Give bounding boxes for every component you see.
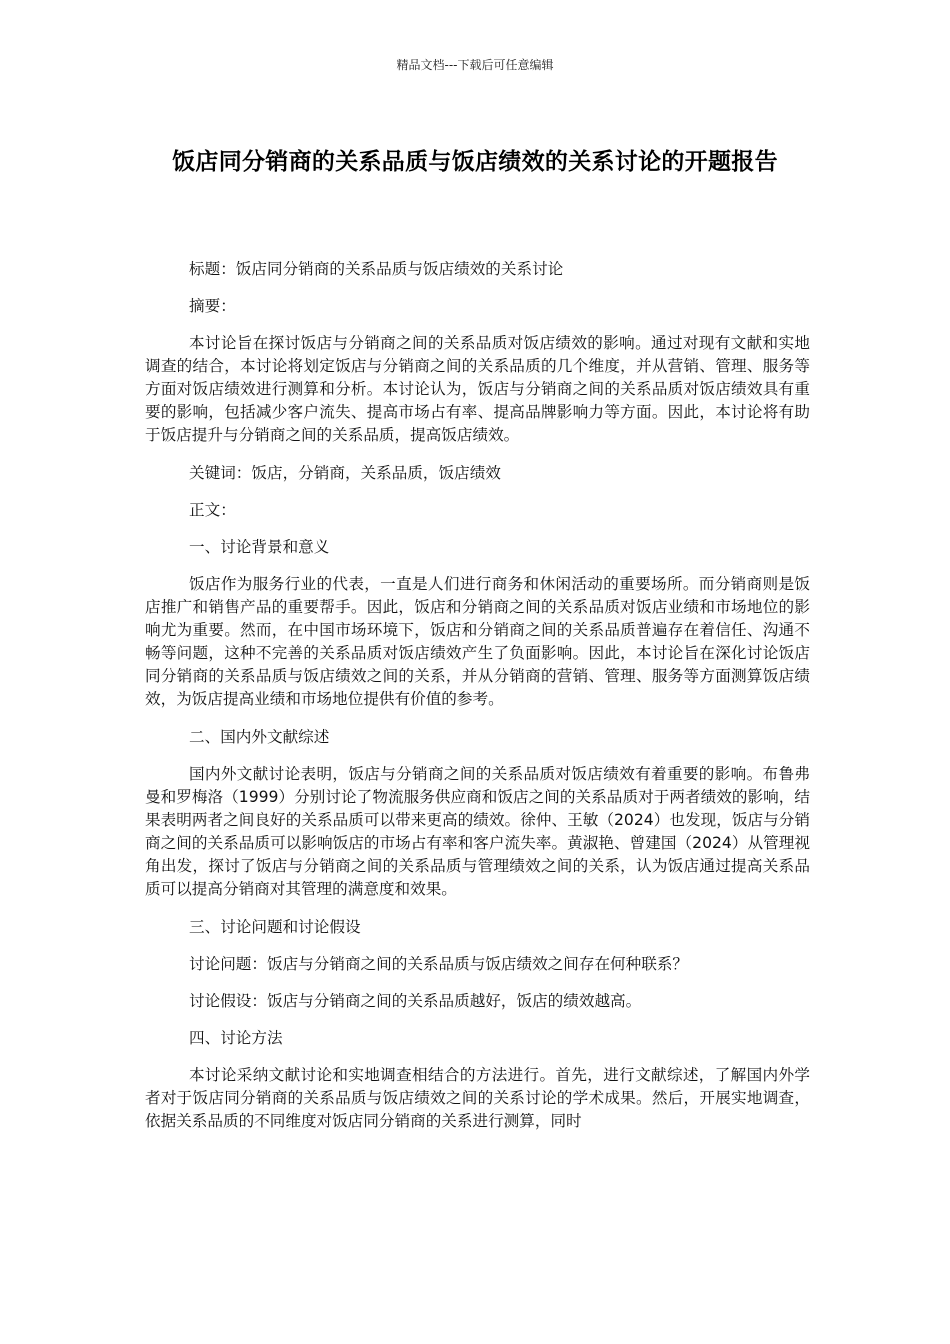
methods-paragraph: 本讨论采纳文献讨论和实地调查相结合的方法进行。首先，进行文献综述，了解国内外学者对于饭店同分销商的关系品质与饭店绩效之间的关系讨论的学术成果。然后，开展实地调查，依据关系品质的不同维度对饭店同分销商的关系进行测算，同时 [145,1066,810,1130]
document-title: 饭店同分销商的关系品质与饭店绩效的关系讨论的开题报告 [172,149,778,175]
literature-paragraph: 国内外文献讨论表明，饭店与分销商之间的关系品质对饭店绩效有着重要的影响。布鲁弗曼和罗梅洛（1999）分别讨论了物流服务供应商和饭店之间的关系品质对于两者绩效的影响，结果表明两者之间良好的关系品质可以带来更高的绩效。徐仲、王敏（2024）也发现，饭店与分销商之间的关系品质可以影响饭店的市场占有率和客户流失率。黄淑艳、曾建国（2024）从管理视角出发，探讨了饭店与分销商之间的关系品质与管理绩效之间的关系，认为饭店通过提高关系品质可以提高分销商对其管理的满意度和效果。 [145,765,810,898]
background-paragraph: 饭店作为服务行业的代表，一直是人们进行商务和休闲活动的重要场所。而分销商则是饭店推广和销售产品的重要帮手。因此，饭店和分销商之间的关系品质对饭店业绩和市场地位的影响尤为重要。然而，在中国市场环境下，饭店和分销商之间的关系品质普遍存在着信任、沟通不畅等问题，这种不完善的关系品质对饭店绩效产生了负面影响。因此，本讨论旨在深化讨论饭店同分销商的关系品质与饭店绩效之间的关系，并从分销商的营销、管理、服务等方面测算饭店绩效，为饭店提高业绩和市场地位提供有价值的参考。 [145,575,810,708]
page-header: 精品文档---下载后可任意编辑 [396,58,554,72]
abstract-paragraph: 本讨论旨在探讨饭店与分销商之间的关系品质对饭店绩效的影响。通过对现有文献和实地调查的结合，本讨论将划定饭店与分销商之间的关系品质的几个维度，并从营销、管理、服务等方面对饭店绩效进行测算和分析。本讨论认为，饭店与分销商之间的关系品质对饭店绩效具有重要的影响，包括减少客户流失、提高市场占有率、提高品牌影响力等方面。因此，本讨论将有助于饭店提升与分销商之间的关系品质，提高饭店绩效。 [145,334,810,444]
main-text-heading: 正文： [189,501,236,519]
abstract-heading: 摘要： [189,297,236,315]
section-heading-literature: 二、国内外文献综述 [189,728,330,746]
section-heading-background: 一、讨论背景和意义 [189,538,330,556]
subject-line: 标题：饭店同分销商的关系品质与饭店绩效的关系讨论 [189,260,564,278]
keywords-line: 关键词：饭店，分销商，关系品质，饭店绩效 [189,464,501,482]
section-heading-questions: 三、讨论问题和讨论假设 [189,918,361,936]
research-hypothesis-line: 讨论假设：饭店与分销商之间的关系品质越好，饭店的绩效越高。 [189,992,642,1010]
document-body [145,258,810,1148]
section-heading-methods: 四、讨论方法 [189,1029,283,1047]
research-question-line: 讨论问题：饭店与分销商之间的关系品质与饭店绩效之间存在何种联系？ [189,955,689,973]
